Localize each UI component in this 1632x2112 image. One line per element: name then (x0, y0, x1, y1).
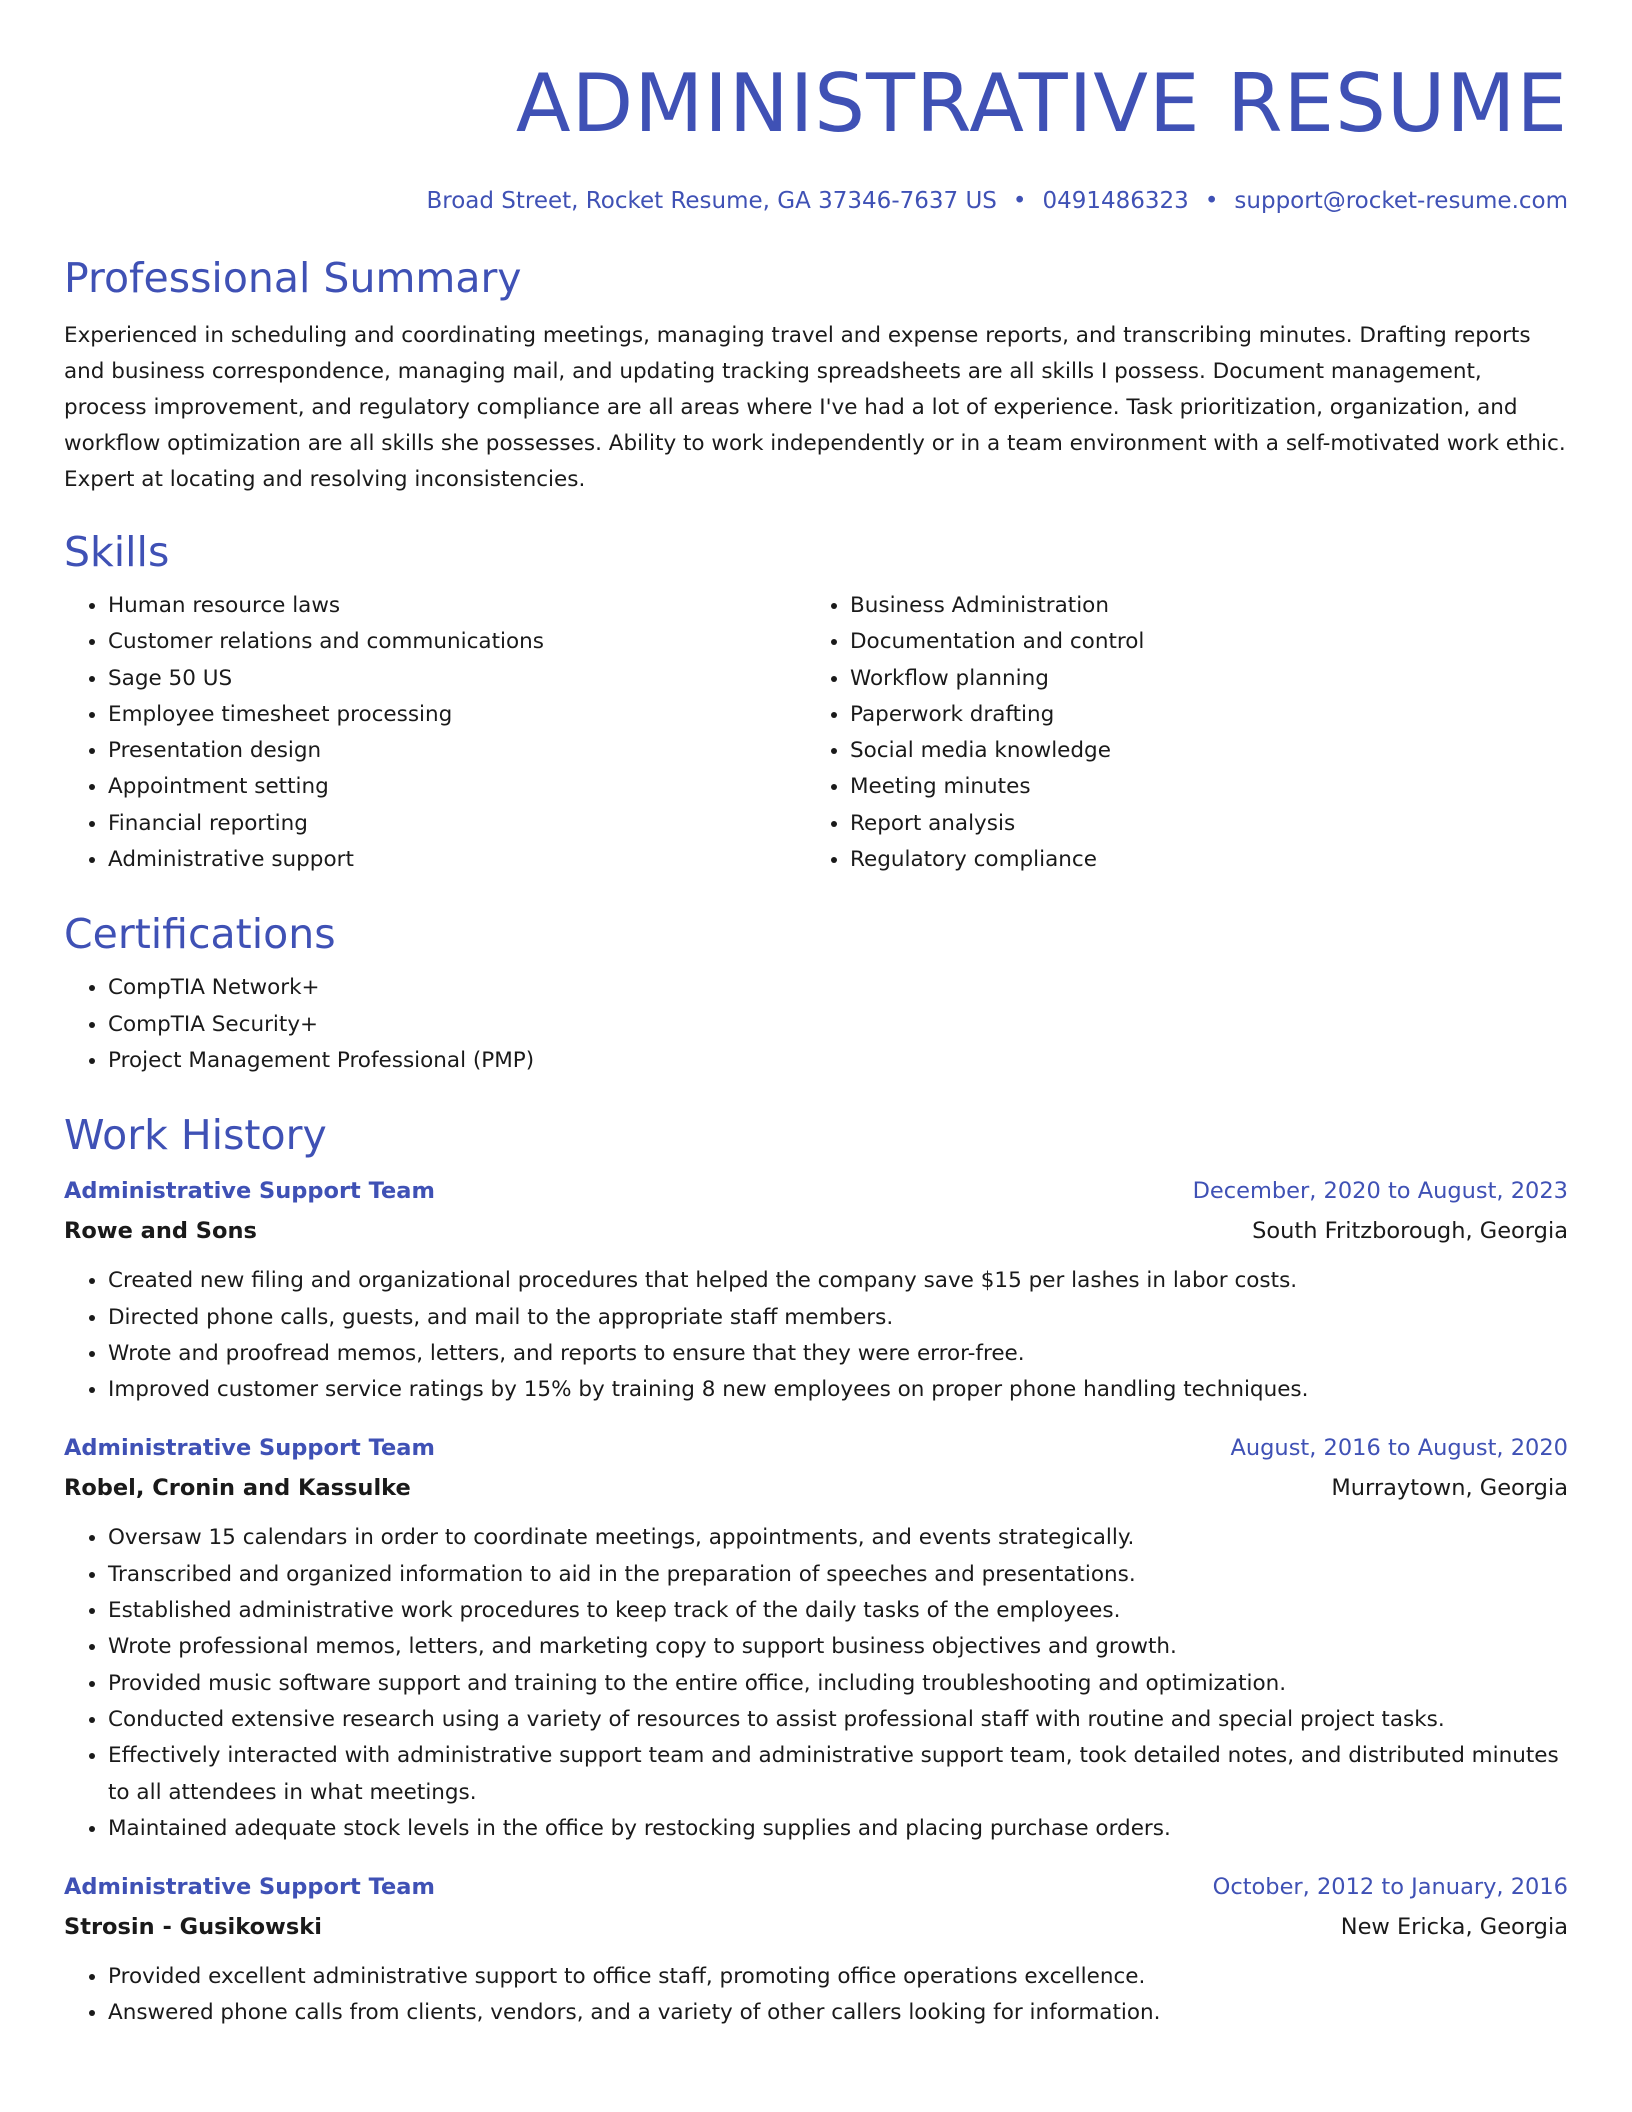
skills-list-left (64, 588, 806, 878)
contact-separator: • (1204, 188, 1219, 214)
job-dates: August, 2016 to August, 2020 (1230, 1435, 1568, 1462)
skill-item: • Documentation and control (850, 624, 1548, 660)
job-location: South Fritzborough, Georgia (1252, 1218, 1568, 1245)
section-title-skills: Skills (64, 528, 170, 576)
certification-item: • CompTIA Network+ (108, 970, 1568, 1006)
job-company-row (64, 1907, 1568, 1947)
summary-text: Experienced in scheduling and coordinating meetings, managing travel and expense reports, and transcribing minutes. Drafting reports and business correspondence, managing mail, and updating tracking spreadsheets are all skills I possess. Document management, process improvement, and regulatory compliance are all areas where I've had a lot of experience. Task prioritization, organization, and workflow optimization are all skills she possesses. Ability to work independently or in a team environment with a self-motivated work ethic. Expert at locating and resolving inconsistencies. (64, 323, 1566, 492)
job-title: Administrative Support Team (64, 1874, 435, 1901)
contact-line (64, 186, 1568, 216)
skill-item: • Meeting minutes (850, 769, 1548, 805)
skill-item: • Paperwork drafting (850, 697, 1548, 733)
job-bullet: • Provided music software support and training to the entire office, including troubleshooting and optimization. (108, 1666, 1568, 1702)
job-title: Administrative Support Team (64, 1435, 435, 1462)
certification-item: • CompTIA Security+ (108, 1007, 1568, 1043)
job-bullet: • Established administrative work procedures to keep track of the daily tasks of the employees. (108, 1593, 1568, 1629)
skill-item: • Social media knowledge (850, 733, 1548, 769)
job-company: Rowe and Sons (64, 1218, 257, 1245)
job-location: Murraytown, Georgia (1331, 1475, 1568, 1502)
job-bullet: • Provided excellent administrative support to office staff, promoting office operations excellence. (108, 1959, 1568, 1995)
job-header-row (64, 1171, 1568, 1211)
job-bullet: • Transcribed and organized information to aid in the preparation of speeches and presentations. (108, 1557, 1568, 1593)
certification-item: • Project Management Professional (PMP) (108, 1043, 1568, 1079)
skills-columns (64, 588, 1568, 878)
job-bullets (64, 1959, 1568, 2032)
job-bullet: • Improved customer service ratings by 15% by training 8 new employees on proper phone handling techniques. (108, 1372, 1568, 1408)
skill-item: • Presentation design (108, 733, 806, 769)
job-bullet: • Oversaw 15 calendars in order to coordinate meetings, appointments, and events strategically. (108, 1520, 1568, 1556)
skill-item: • Regulatory compliance (850, 842, 1548, 878)
job-bullet: • Created new filing and organizational procedures that helped the company save $15 per lashes in labor costs. (108, 1263, 1568, 1299)
resume-page (64, 0, 1568, 2032)
job-bullet: • Maintained adequate stock levels in the office by restocking supplies and placing purchase orders. (108, 1811, 1568, 1847)
job-entry (64, 1171, 1568, 1408)
skill-item: • Report analysis (850, 806, 1548, 842)
job-bullet: • Effectively interacted with administrative support team and administrative support team, took detailed notes, and distributed minutes to all attendees in what meetings. (108, 1738, 1568, 1811)
skill-item: • Human resource laws (108, 588, 806, 624)
contact-separator: • (1012, 188, 1027, 214)
job-title: Administrative Support Team (64, 1178, 435, 1205)
job-bullet: • Wrote and proofread memos, letters, and reports to ensure that they were error-free. (108, 1336, 1568, 1372)
skill-item: • Financial reporting (108, 806, 806, 842)
skill-item: • Customer relations and communications (108, 624, 806, 660)
job-entry (64, 1867, 1568, 2032)
job-company: Strosin - Gusikowski (64, 1914, 322, 1941)
skill-item: • Employee timesheet processing (108, 697, 806, 733)
certifications-list (64, 970, 1568, 1079)
section-title-work-history: Work History (64, 1111, 327, 1160)
skill-item: • Business Administration (850, 588, 1548, 624)
resume-header (64, 0, 1568, 216)
job-entry (64, 1428, 1568, 1847)
job-bullet: • Answered phone calls from clients, vendors, and a variety of other callers looking for information. (108, 1995, 1568, 2031)
job-company-row (64, 1468, 1568, 1508)
contact-email: support@rocket-resume.com (1234, 188, 1568, 214)
resume-title: ADMINISTRATIVE RESUME (515, 57, 1568, 150)
job-dates: December, 2020 to August, 2023 (1192, 1178, 1568, 1205)
job-bullet: • Conducted extensive research using a variety of resources to assist professional staff with routine and special project tasks. (108, 1702, 1568, 1738)
job-company-row (64, 1211, 1568, 1251)
job-header-row (64, 1867, 1568, 1907)
skill-item: • Sage 50 US (108, 661, 806, 697)
job-bullet: • Wrote professional memos, letters, and marketing copy to support business objectives and growth. (108, 1629, 1568, 1665)
skill-item: • Administrative support (108, 842, 806, 878)
job-bullet: • Directed phone calls, guests, and mail to the appropriate staff members. (108, 1300, 1568, 1336)
section-title-summary: Professional Summary (64, 254, 522, 302)
job-dates: October, 2012 to January, 2016 (1212, 1874, 1568, 1901)
job-header-row (64, 1428, 1568, 1468)
job-bullets (64, 1520, 1568, 1847)
job-bullets (64, 1263, 1568, 1408)
job-company: Robel, Cronin and Kassulke (64, 1475, 411, 1502)
skill-item: • Appointment setting (108, 769, 806, 805)
skill-item: • Workflow planning (850, 661, 1548, 697)
job-location: New Ericka, Georgia (1340, 1914, 1568, 1941)
skills-list-right (806, 588, 1548, 878)
section-title-certifications: Certifications (64, 910, 336, 959)
contact-address: Broad Street, Rocket Resume, GA 37346-7637 US (426, 188, 997, 214)
contact-phone: 0491486323 (1042, 188, 1189, 214)
